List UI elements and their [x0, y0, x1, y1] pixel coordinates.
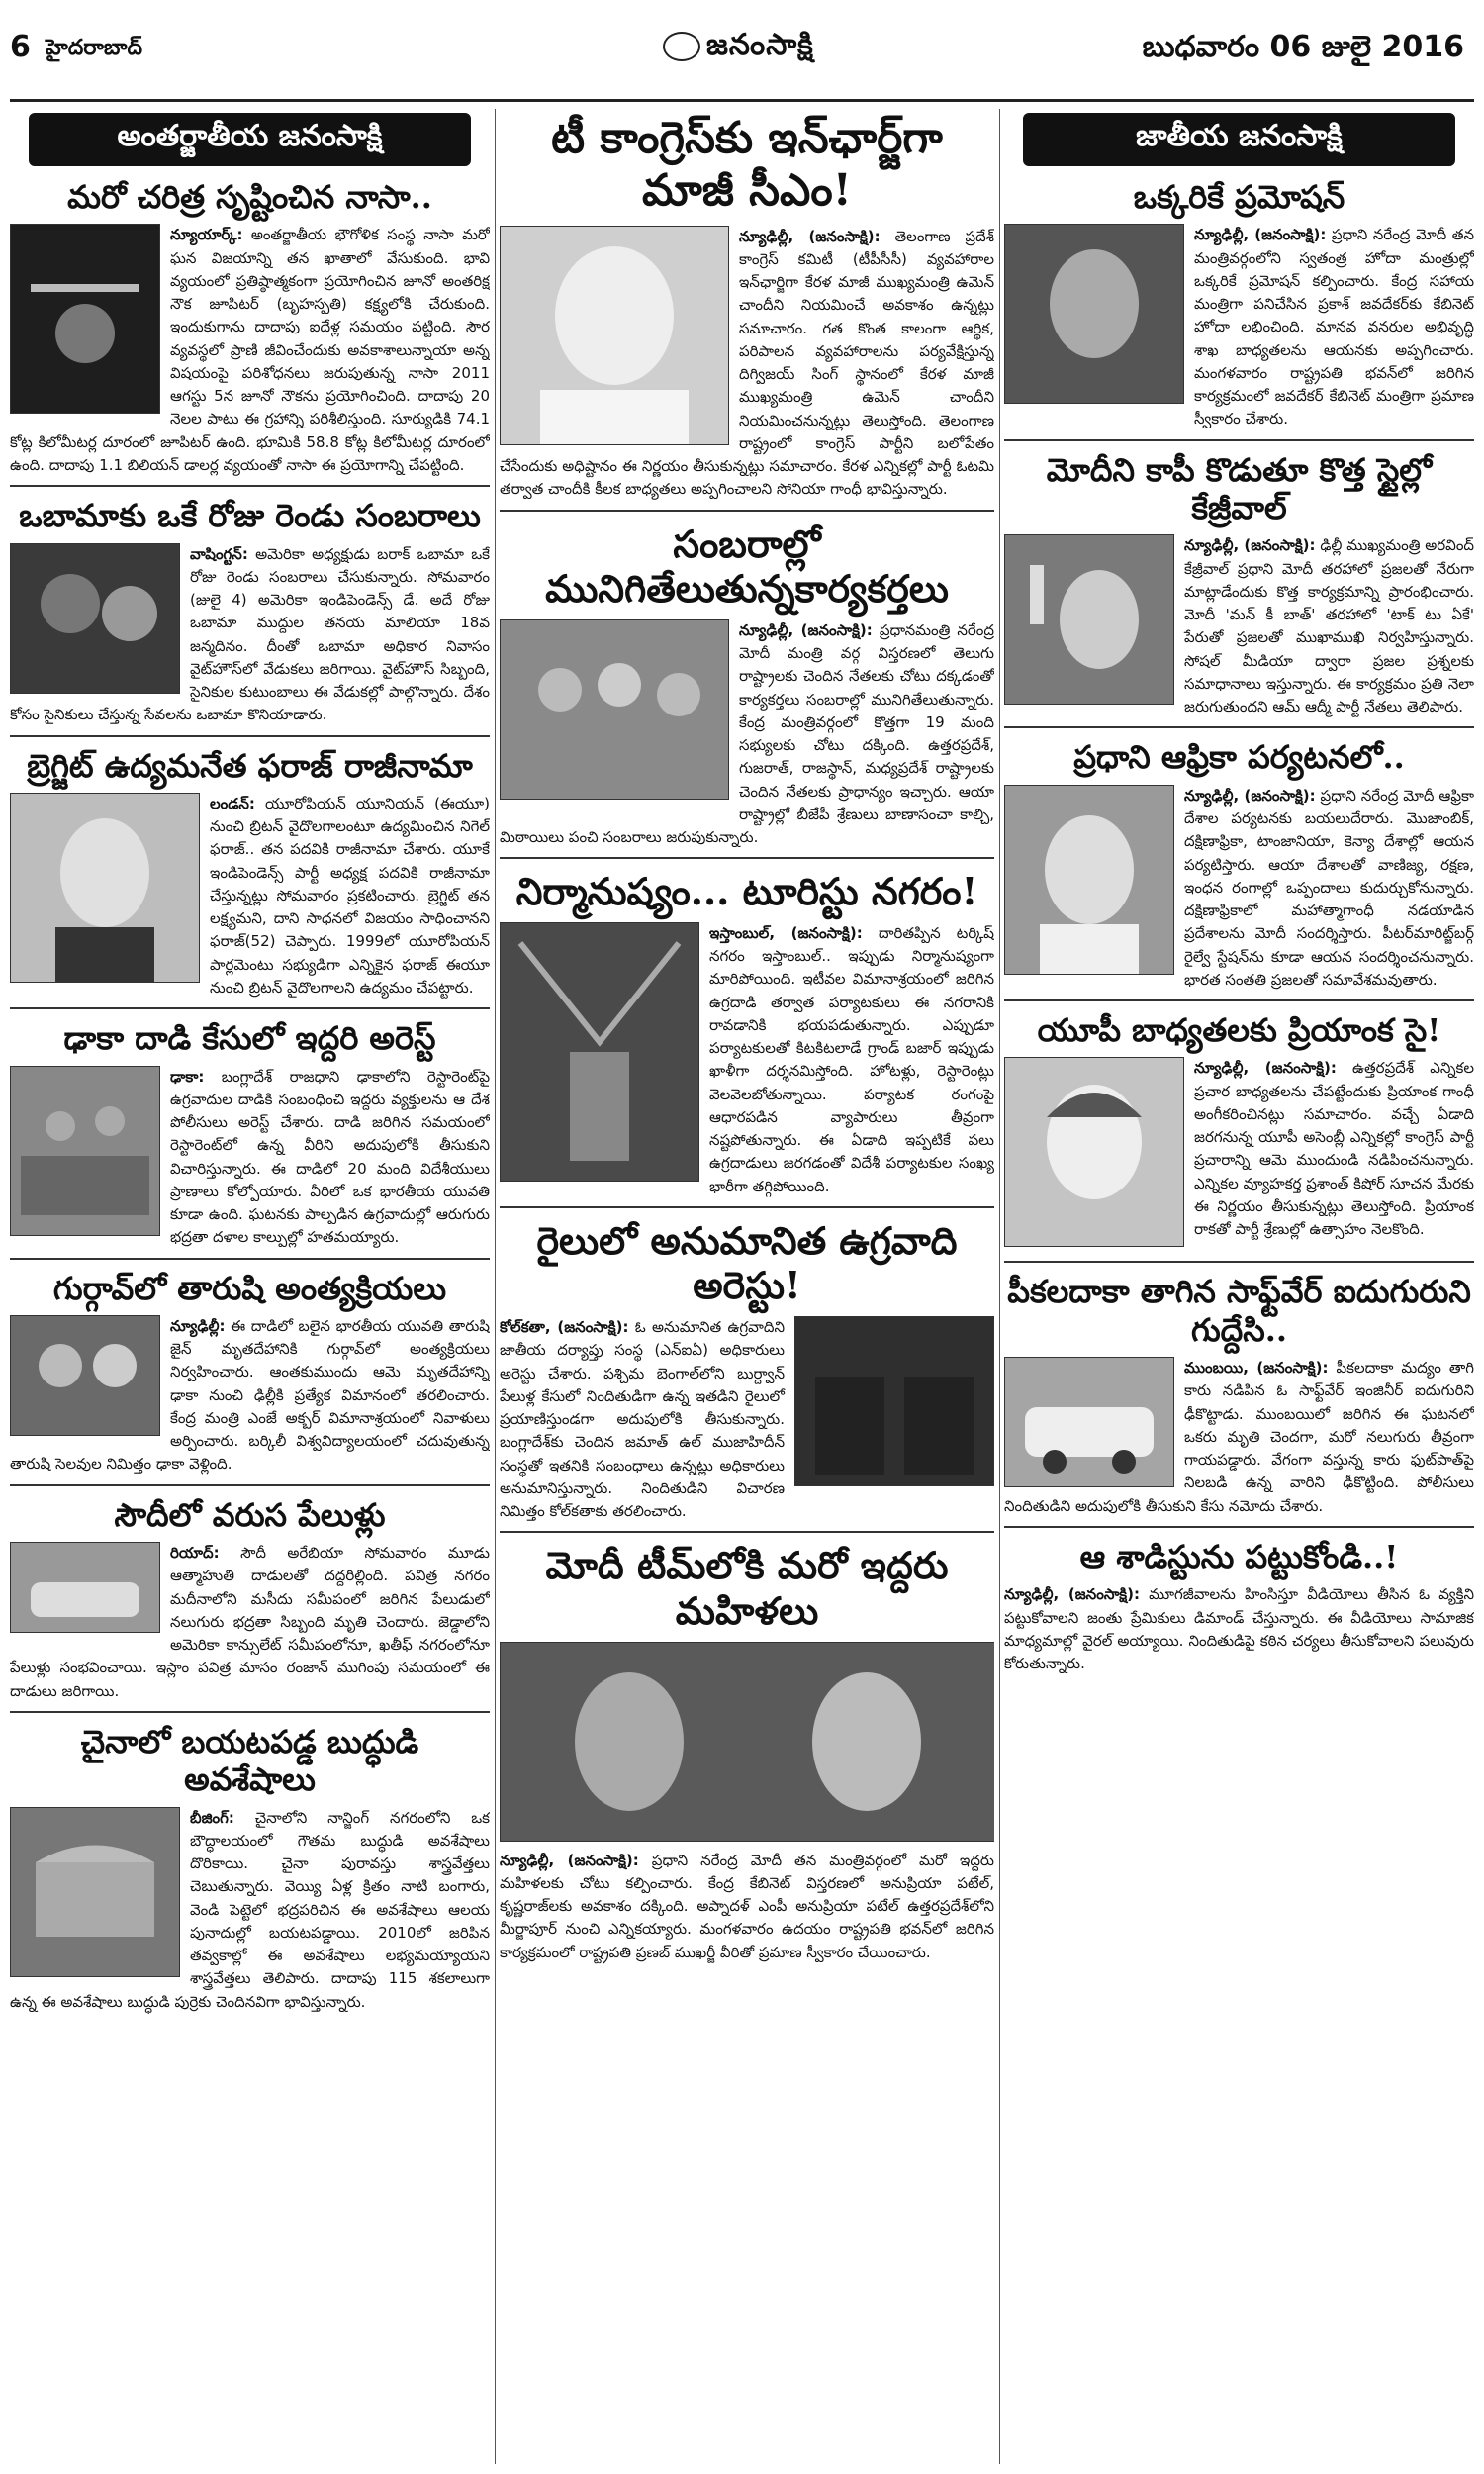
- dateline: న్యూఢిల్లీ, (జనంసాక్షి):: [500, 1851, 639, 1869]
- story-kejriwal: [1004, 447, 1474, 719]
- kejriwal-photo: [1004, 534, 1174, 705]
- story-headline: సంబరాల్లో మునిగితేలుతున్నకార్యకర్తలు: [545, 521, 949, 612]
- story-istanbul: [500, 865, 994, 1198]
- nia-officers-photo: [794, 1316, 994, 1486]
- story-text: అమెరికా అధ్యక్షుడు బరాక్ ఒబామా ఒకే రోజు రెండు సంబరాలు చేసుకున్నారు. సోమవారం (జులై 4) అమెరికా ఇండిపెండెన్స్ డే. అదే రోజు ఒబామా ముద్దుల తనయ మాలియా 18వ జన్మదినం. దీంతో ఒబామా అధికార నివాసం వైట్‌హౌస్‌లో వేడుకలు జరిగాయి. వైట్‌హౌస్ సిబ్బంది, సైనికుల కుటుంబాలు ఈ వేడుకల్లో పాల్గొన్నారు. దేశం కోసం సైనికులు చేస్తున్న సేవలను ఒబామా కొనియాడారు.: [10, 544, 490, 724]
- story-text: ఓ అనుమానిత ఉగ్రవాదిని జాతీయ దర్యాప్తు సంస్థ (ఎన్‌ఐఏ) అధికారులు అరెస్టు చేశారు. పశ్చిమ బెంగాల్‌లోని బుర్ద్వాన్ పేలుళ్ల కేసులో నిందితుడిగా ఉన్న ఇతడిని రైలులో ప్రయాణిస్తుండగా అదుపులోకి తీసుకున్నారు. బంగ్లాదేశ్‌కు చెందిన జమాత్ ఉల్ ముజాహిదీన్ సంస్థతో ఇతనికి సంబంధాలు ఉన్నట్లు అధికారులు అనుమానిస్తున్నారు. నిందితుడిని విచారణ నిమిత్తం కోల్‌కతాకు తరలించారు.: [500, 1318, 785, 1521]
- story-divider: [10, 1007, 490, 1009]
- story-headline: ప్రధాని ఆఫ్రికా పర్యటనలో..: [1073, 738, 1405, 777]
- story-text: పీకలదాకా మద్యం తాగి కారు నడిపిన ఓ సాఫ్ట్‌వేర్ ఇంజినీర్ ఐదుగురిని ఢీకొట్టాడు. ముంబయిలో జరిగిన ఈ ఘటనలో ఒకరు మృతి చెందగా, మరో నలుగురు తీవ్రంగా గాయపడ్డారు. వేగంగా వస్తున్న కారు ఫుట్‌పాత్‌పై నిలబడి ఉన్న వారిని ఢీకొట్టింది. పోలీసులు నిందితుడిని అదుపులోకి తీసుకుని కేసు నమోదు చేశారు.: [1004, 1359, 1474, 1515]
- story-divider: [500, 857, 994, 859]
- priyanka-photo: [1004, 1057, 1184, 1247]
- section-header-national: జాతీయ జనంసాక్షి: [1023, 113, 1455, 166]
- story-divider: [10, 1258, 490, 1260]
- story-divider: [1004, 1526, 1474, 1528]
- dateline: న్యూఢిల్లీ:: [170, 1316, 226, 1335]
- story-text: బంగ్లాదేశ్ రాజధాని ఢాకాలోని రెస్టారెంట్‌పై ఉగ్రవాదుల దాడికి సంబంధించి ఇద్దరు వ్యక్తులను ఆ దేశ పోలీసులు అరెస్ట్ చేశారు. దాడి జరిగిన సమయంలో రెస్టారెంట్‌లో ఉన్న వీరిని అదుపులోకి తీసుకుని విచారిస్తున్నారు. ఈ దాడిలో 20 మంది విదేశీయులు ప్రాణాలు కోల్పోయారు. వీరిలో ఒక భారతీయ యువతి కూడా ఉంది. ఘటనకు పాల్పడిన ఉగ్రవాదుల్లో ఆరుగురు భద్రతా దళాల కాల్పుల్లో హతమయ్యారు.: [170, 1067, 490, 1247]
- story-divider: [10, 1484, 490, 1486]
- issue-date: బుధవారం 06 జులై 2016: [1142, 30, 1464, 64]
- story-sadist: [1004, 1534, 1474, 1675]
- story-women-ministers: [500, 1539, 994, 1963]
- grand-bazaar-photo: [500, 922, 699, 1182]
- brand-name: జనంసాక్షి: [706, 28, 814, 62]
- story-nasa: [10, 174, 490, 477]
- story-tarushi: [10, 1266, 490, 1476]
- story-divider: [500, 1206, 994, 1208]
- story-dhaka: [10, 1015, 490, 1249]
- story-headline: మోదీ టీమ్‌లోకి మరో ఇద్దరు మహిళలు: [545, 1543, 949, 1633]
- story-headline: గుర్గావ్‌లో తారుషి అంత్యక్రియలు: [52, 1269, 447, 1307]
- newspaper-brand: [663, 28, 814, 69]
- story-drunk-driving: [1004, 1269, 1474, 1518]
- saudi-blast-photo: [10, 1542, 160, 1633]
- story-divider: [10, 735, 490, 737]
- column-divider: [999, 109, 1000, 2464]
- story-headline: పీకలదాకా తాగిన సాఫ్ట్‌వేర్ ఐదుగురుని గుద్దేసి..: [1007, 1273, 1471, 1349]
- column-divider: [495, 109, 496, 2464]
- story-text: యూరోపియన్ యూనియన్ (ఈయూ) నుంచి బ్రిటన్ వైదొలగాలంటూ ఉద్యమించిన నిగెల్ ఫరాజ్.. తన పదవికి రాజీనామా చేశారు. యూకే ఇండిపెండెన్స్ పార్టీ అధ్యక్ష పదవికి రాజీనామా చేస్తున్నట్లు సోమవారం ప్రకటించారు. బ్రెగ్జిట్ తన లక్ష్యమని, దాని సాధనలో విజయం సాధించానని ఫరాజ్(52) చెప్పారు. 1999లో యూరోపియన్ పార్లమెంటు సభ్యుడిగా ఎన్నికైన ఫరాజ్ ఈయూ నుంచి బ్రిటన్ వైదొలగాలని ఉద్యమం చేపట్టారు.: [210, 794, 490, 997]
- story-headline: సౌదీలో వరుస పేలుళ్లు: [114, 1495, 386, 1534]
- story-headline: చైనాలో బయటపడ్డ బుద్ధుడి అవశేషాలు: [80, 1722, 419, 1799]
- dateline: న్యూఢిల్లీ, (జనంసాక్షి):: [1184, 536, 1316, 555]
- story-headline: మోదీని కాపీ కొడుతూ కొత్త స్టైల్లో కేజ్రీవాల్: [1046, 450, 1433, 527]
- farage-photo: [10, 793, 200, 983]
- buddha-relics-photo: [10, 1807, 180, 1977]
- dateline: న్యూఢిల్లీ, (జనంసాక్షి):: [1184, 786, 1316, 805]
- story-saudi: [10, 1492, 490, 1703]
- oommen-chandy-photo: [500, 226, 729, 445]
- story-divider: [500, 510, 994, 512]
- dateline: న్యూఢిల్లీ, (జనంసాక్షి):: [739, 227, 881, 245]
- story-text: ఢిల్లీ ముఖ్యమంత్రి అరవింద్ కేజ్రీవాల్ ప్రధాని మోదీ తరహాలో ప్రజలతో నేరుగా మాట్లాడేందుకు కొత్త కార్యక్రమాన్ని ప్రారంభించారు. మోదీ 'మన్ కీ బాత్' తరహాలో 'టాక్ టు ఏకే' పేరుతో ప్రజలతో ముఖాముఖి నిర్వహిస్తున్నారు. సోషల్ మీడియా ద్వారా ప్రజల ప్రశ్నలకు సమాధానాలు ఇస్తున్నారు. ఈ కార్యక్రమం ప్రతి నెలా జరుగుతుందని ఆమ్ ఆద్మీ పార్టీ నేతలు తెలిపారు.: [1184, 536, 1474, 716]
- story-text: ఈ దాడిలో బలైన భారతీయ యువతి తారుషి జైన్ మృతదేహానికి గుర్గావ్‌లో అంత్యక్రియలు నిర్వహించారు. ఆంతకుముందు ఆమె మృతదేహాన్ని ఢాకా నుంచి ఢిల్లీకి ప్రత్యేక విమానంలో తరలించారు. కేంద్ర మంత్రి ఎంజే అక్బర్ విమానాశ్రయంలో నివాళులు అర్పించారు. బర్కిలీ విశ్వవిద్యాలయంలో చదువుతున్న తారుషి సెలవుల నిమిత్తం ఢాకా వెళ్లింది.: [10, 1316, 490, 1474]
- story-celebrations: [500, 518, 994, 850]
- story-obama: [10, 493, 490, 726]
- dateline: ముంబయి, (జనంసాక్షి):: [1184, 1359, 1329, 1378]
- main-column: [500, 109, 994, 2464]
- story-divider: [10, 1711, 490, 1713]
- story-body: [500, 1850, 994, 1964]
- dateline: న్యూఢిల్లీ, (జనంసాక్షి):: [739, 620, 873, 639]
- story-priyanka: [1004, 1007, 1474, 1253]
- story-headline: ఒబామాకు ఒకే రోజు రెండు సంబరాలు: [19, 497, 481, 535]
- modi-photo: [1004, 785, 1174, 975]
- edition-city: హైదరాబాద్: [46, 36, 142, 60]
- story-divider: [1004, 1261, 1474, 1263]
- dateline: లండన్:: [210, 794, 255, 812]
- story-headline: యూపీ బాధ్యతలకు ప్రియాంక సై!: [1037, 1011, 1441, 1050]
- women-ministers-photo: [500, 1642, 994, 1842]
- dhaka-scene-photo: [10, 1066, 160, 1236]
- story-text: సౌదీ అరేబియా సోమవారం మూడు ఆత్మాహుతి దాడులతో దద్దరిల్లింది. పవిత్ర నగరం మదీనాలోని మసీదు సమీపంలో జరిగిన పేలుడులో నలుగురు భద్రతా సిబ్బంది మృతి చెందారు. జెడ్డాలోని అమెరికా కాన్సులేట్ సమీపంలోనూ, ఖతీఫ్ నగరంలోనూ పేలుళ్లు సంభవించాయి. ఇస్లాం పవిత్ర మాసం రంజాన్ ముగింపు సమయంలో ఈ దాడులు జరిగాయి.: [10, 1544, 490, 1700]
- story-headline: రైలులో అనుమానిత ఉగ్రవాది అరెస్టు!: [536, 1217, 958, 1308]
- story-buddha: [10, 1719, 490, 2014]
- story-nia-arrest: [500, 1214, 994, 1523]
- dateline: ఢాకా:: [170, 1067, 205, 1086]
- story-divider: [1004, 999, 1474, 1001]
- masthead: [10, 10, 1474, 102]
- story-farage: [10, 743, 490, 1000]
- party-workers-photo: [500, 619, 729, 800]
- story-divider: [1004, 439, 1474, 441]
- international-column: [10, 109, 490, 2464]
- story-text: ఉత్తరప్రదేశ్ ఎన్నికల ప్రచార బాధ్యతలను చేపట్టేందుకు ప్రియాంక గాంధీ అంగీకరించినట్లు సమాచారం. వచ్చే ఏడాది జరగనున్న యూపీ అసెంబ్లీ ఎన్నికల్లో కాంగ్రెస్ పార్టీ ప్రచారాన్ని ఆమె ముందుండి నడిపించనున్నారు. ఎన్నికల వ్యూహకర్త ప్రశాంత్ కిషోర్ సూచన మేరకు ఈ నిర్ణయం తీసుకున్నట్లు తెలుస్తోంది. ప్రియాంక రాకతో పార్టీ శ్రేణుల్లో ఉత్సాహం నెలకొంది.: [1194, 1059, 1474, 1239]
- dateline: కోల్‌కతా, (జనంసాక్షి):: [500, 1318, 629, 1337]
- story-text: మూగజీవాలను హింసిస్తూ వీడియోలు తీసిన ఓ వ్యక్తిని పట్టుకోవాలని జంతు ప్రేమికులు డిమాండ్ చేస్తున్నారు. ఈ వీడియోలు సామాజిక మాధ్యమాల్లో వైరల్ అయ్యాయి. నిందితుడిపై కఠిన చర్యలు తీసుకోవాలని పలువురు కోరుతున్నారు.: [1004, 1585, 1474, 1673]
- accident-car-photo: [1004, 1357, 1174, 1487]
- story-text: చైనాలోని నాన్జింగ్ నగరంలోని ఒక బౌద్ధాలయంలో గౌతమ బుద్ధుడి అవశేషాలు దొరికాయి. చైనా పురావస్తు శాస్త్రవేత్తలు చెబుతున్నారు. వెయ్యి ఏళ్ల క్రితం నాటి బంగారు, వెండి పెట్టెలో భద్రపరిచిన ఈ అవశేషాలు ఆలయ పునాదుల్లో బయటపడ్డాయి. 2010లో జరిపిన తవ్వకాల్లో ఈ అవశేషాలు లభ్యమయ్యాయని శాస్త్రవేత్తలు తెలిపారు. దాదాపు 115 శకలాలుగా ఉన్న ఈ అవశేషాలు బుద్ధుడి పుర్రెకు చెందినవిగా భావిస్తున్నారు.: [10, 1808, 490, 2011]
- story-divider: [1004, 726, 1474, 728]
- juno-spacecraft-photo: [10, 224, 160, 414]
- story-headline: ఢాకా దాడి కేసులో ఇద్దరి అరెస్ట్: [63, 1019, 436, 1058]
- dateline: రియాద్:: [170, 1544, 220, 1563]
- story-text: దారితప్పిన టర్కిష్ నగరం ఇస్తాంబుల్.. ఇప్పుడు నిర్మానుష్యంగా మారిపోయింది. ఇటీవల విమానాశ్రయంలో జరిగిన ఉగ్రదాడి తర్వాత పర్యాటకులు ఈ నగరానికి రావడానికి భయపడుతున్నారు. ఎప్పుడూ పర్యాటకులతో కిటకిటలాడే గ్రాండ్ బజార్ ఇప్పుడు ఖాళీగా దర్శనమిస్తోంది. హోటళ్లు, రెస్టారెంట్లు వెలవెలబోతున్నాయి. పర్యాటక రంగంపై ఆధారపడిన వ్యాపారులు తీవ్రంగా నష్టపోతున్నారు. ఈ ఏడాది ఇప్పటికే పలు ఉగ్రదాడులు జరగడంతో విదేశీ పర్యాటకుల సంఖ్య భారీగా తగ్గిపోయింది.: [709, 923, 994, 1195]
- story-text: అంతర్జాతీయ భౌగోళిక సంస్థ నాసా మరో ఘన విజయాన్ని తన ఖాతాలో వేసుకుంది. భావి వ్యయంలో ప్రతిష్ఠాత్మకంగా ప్రయోగించిన జూనో అంతరిక్ష నౌక జూపిటర్ (బృహస్పతి) కక్ష్యలోకి చేరుకుంది. ఇందుకుగాను దాదాపు ఐదేళ్ల సమయం పట్టింది. సౌర వ్యవస్థలో ప్రాణి జీవించేందుకు అవకాశాలున్నాయా అన్న విషయంపై పరిశోధనలు జరుపుతున్న నాసా 2011 ఆగస్టు 5న జూనో నౌకను ప్రయోగించింది. దాదాపు 20 నెలల పాటు ఈ గ్రహాన్ని పరిశీలిస్తుంది. సూర్యుడికి 74.1 కోట్ల కిలోమీటర్ల దూరంలో జూపిటర్ ఉంది. భూమికి 58.8 కోట్ల కిలోమీటర్ల దూరంలో ఉంది. దాదాపు 1.1 బిలియన్ డాలర్ల వ్యయంతో నాసా ఈ ప్రయోగాన్ని చేపట్టింది.: [10, 226, 490, 474]
- story-headline: ఒక్కరికే ప్రమోషన్: [1133, 178, 1345, 216]
- javadekar-photo: [1004, 224, 1184, 404]
- dateline: బీజింగ్:: [190, 1808, 234, 1827]
- dateline: ఇస్తాంబుల్, (జనంసాక్షి):: [709, 923, 863, 942]
- story-africa-tour: [1004, 734, 1474, 992]
- story-text: ప్రధాని నరేంద్ర మోదీ ఆఫ్రికా దేశాల పర్యటనకు బయలుదేరారు. మొజాంబిక్, దక్షిణాఫ్రికా, టాంజానియా, కెన్యా దేశాల్లో ఆయన పర్యటిస్తారు. ఆయా దేశాలతో వాణిజ్య, రక్షణ, ఇంధన రంగాల్లో ఒప్పందాలు కుదుర్చుకోనున్నారు. దక్షిణాఫ్రికాలో మహాత్మాగాంధీ నడయాడిన ప్రదేశాలను మోదీ సందర్శిస్తారు. పీటర్‌మారిట్జ్‌బర్గ్ రైల్వే స్టేషన్‌ను కూడా ఆయన సందర్శించనున్నారు. భారత సంతతి ప్రజలతో సమావేశమవుతారు.: [1184, 786, 1474, 989]
- story-headline: ఆ శాడిస్టును పట్టుకోండి..!: [1079, 1537, 1399, 1575]
- story-divider: [10, 485, 490, 487]
- obama-photo: [10, 543, 180, 694]
- national-column: [1004, 109, 1474, 2464]
- dateline: న్యూఢిల్లీ, (జనంసాక్షి):: [1004, 1585, 1140, 1604]
- page-number: 6: [10, 30, 31, 64]
- dateline: న్యూఢిల్లీ, (జనంసాక్షి):: [1194, 1059, 1337, 1078]
- story-text: ప్రధాని నరేంద్ర మోదీ తన మంత్రివర్గంలో మరో ఇద్దరు మహిళలకు చోటు కల్పించారు. కేంద్ర కేబినెట్ విస్తరణలో అనుప్రియా పటేల్, కృష్ణరాజ్‌లకు అవకాశం దక్కింది. అప్నాదళ్ ఎంపీ అనుప్రియా పటేల్ ఉత్తరప్రదేశ్‌లోని మీర్జాపూర్ నుంచి ఎన్నికయ్యారు. మంగళవారం ఉదయం రాష్ట్రపతి భవన్‌లో జరిగిన కార్యక్రమంలో రాష్ట్రపతి ప్రణబ్ ముఖర్జీ వీరితో ప్రమాణ స్వీకారం చేయించారు.: [500, 1851, 994, 1961]
- brand-logo-icon: [663, 32, 700, 61]
- lead-headline: టీ కాంగ్రెస్‌కు ఇన్‌ఛార్జ్‌గా మాజీ సీఎం!: [551, 113, 943, 216]
- section-header-international: అంతర్జాతీయ జనంసాక్షి: [29, 113, 470, 166]
- story-body: [1004, 1583, 1474, 1675]
- story-headline: మరో చరిత్ర సృష్టించిన నాసా..: [67, 178, 432, 216]
- tarushi-photo: [10, 1315, 160, 1436]
- story-text: ప్రధాని నరేంద్ర మోదీ తన మంత్రివర్గంలోని స్వతంత్ర హోదా మంత్రుల్లో ఒక్కరికే ప్రమోషన్ కల్పించారు. కేంద్ర సహాయ మంత్రిగా పనిచేసిన ప్రకాశ్ జవదేకర్‌కు కేబినెట్ హోదా లభించింది. మానవ వనరుల అభివృద్ధి శాఖ బాధ్యతలను ఆయనకు అప్పగించారు. మంగళవారం రాష్ట్రపతి భవన్‌లో జరిగిన కార్యక్రమంలో జవదేకర్ కేబినెట్ మంత్రిగా ప్రమాణ స్వీకారం చేశారు.: [1194, 226, 1474, 428]
- story-headline: నిర్మానుష్యం... టూరిస్టు నగరం!: [515, 869, 978, 914]
- dateline: న్యూయార్క్:: [170, 226, 243, 244]
- story-headline: బ్రెగ్జిట్ ఉద్యమనేత ఫరాజ్ రాజీనామా: [27, 746, 473, 785]
- dateline: న్యూఢిల్లీ, (జనంసాక్షి):: [1194, 226, 1327, 244]
- story-text: ప్రధానమంత్రి నరేంద్ర మోదీ మంత్రి వర్గ విస్తరణలో తెలుగు రాష్ట్రాలకు చెందిన నేతలకు చోటు దక్కడంతో కార్యకర్తలు సంబరాల్లో మునిగితేలుతున్నారు. కేంద్ర మంత్రివర్గంలో కొత్తగా 19 మంది సభ్యులకు చోటు దక్కింది. ఉత్తరప్రదేశ్, గుజరాత్, రాజస్థాన్, మధ్యప్రదేశ్ రాష్ట్రాలకు చెందిన నేతలకు ప్రాధాన్యం ఇచ్చారు. ఆయా రాష్ట్రాల్లో బీజేపీ శ్రేణులు బాణాసంచా కాల్చి, మిఠాయిలు పంచి సంబరాలు జరుపుకున్నారు.: [500, 620, 994, 847]
- story-text: తెలంగాణ ప్రదేశ్ కాంగ్రెస్ కమిటీ (టీపీసీసీ) వ్యవహారాల ఇన్‌ఛార్జిగా కేరళ మాజీ ముఖ్యమంత్రి ఉమెన్ చాందీని నియమించే అవకాశం ఉన్నట్లు సమాచారం. గత కొంత కాలంగా ఆర్థిక, పరిపాలన వ్యవహారాలను పర్యవేక్షిస్తున్న దిగ్విజయ్ సింగ్ స్థానంలో కేరళ మాజీ ముఖ్యమంత్రి ఉమెన్ చాందీని నియమించనున్నట్లు తెలుస్తోంది. తెలంగాణ రాష్ట్రంలో కాంగ్రెస్ పార్టీని బలోపేతం చేసేందుకు అధిష్టానం ఈ నిర్ణయం తీసుకున్నట్లు సమాచారం. కేరళ ఎన్నికల్లో పార్టీ ఓటమి తర్వాత చాందీకి కీలక బాధ్యతలు అప్పగించాలని సోనియా గాంధీ భావిస్తున్నారు.: [500, 227, 994, 499]
- dateline: వాషింగ్టన్:: [190, 544, 248, 563]
- story-divider: [500, 1531, 994, 1533]
- story-promotion: [1004, 174, 1474, 431]
- story-tcongress: [500, 109, 994, 502]
